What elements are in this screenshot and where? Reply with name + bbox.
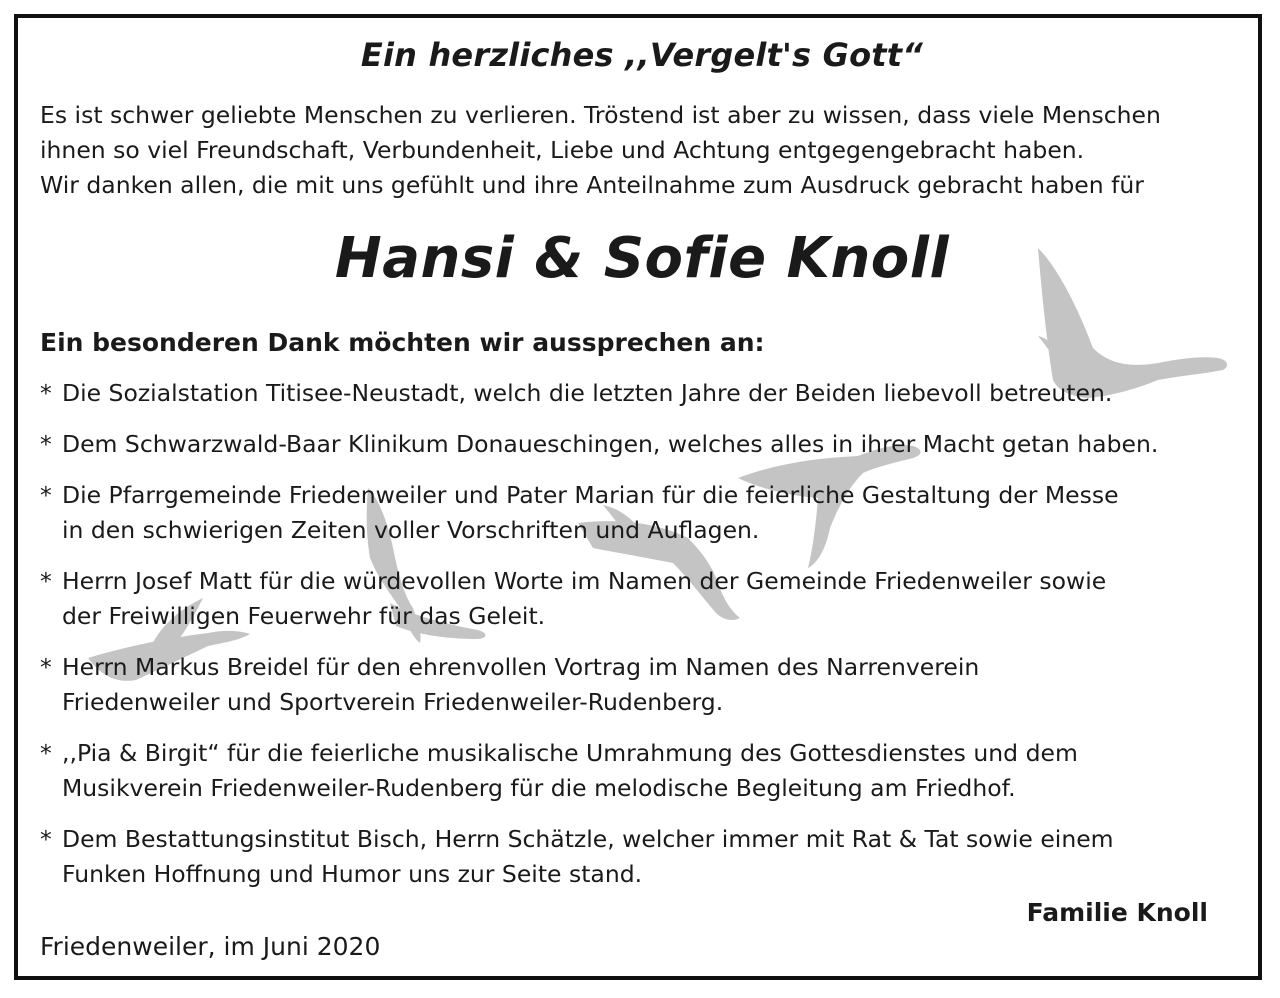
signature: Familie Knoll bbox=[1026, 898, 1208, 927]
thanks-list bbox=[40, 376, 1250, 908]
intro-line-3: Wir danken allen, die mit uns gefühlt und ihre Anteilnahme zum Ausdruck gebracht haben für bbox=[40, 171, 1144, 199]
thanks-item bbox=[40, 564, 1250, 634]
bullet-star: * bbox=[40, 653, 52, 681]
thanks-item bbox=[40, 650, 1250, 720]
thanks-item-text: Herrn Markus Breidel für den ehrenvollen Vortrag im Namen des Narrenverein Friedenweiler und Sportverein Friedenweiler-Rudenberg. bbox=[62, 653, 980, 716]
thanks-item-text: Die Sozialstation Titisee-Neustadt, welch die letzten Jahre der Beiden liebevoll betreuten. bbox=[62, 379, 1113, 407]
thanks-item-text: Herrn Josef Matt für die würdevollen Worte im Namen der Gemeinde Friedenweiler sowie der Freiwilligen Feuerwehr für das Geleit. bbox=[62, 567, 1107, 630]
bullet-star: * bbox=[40, 379, 52, 407]
thanks-item-text: ,,Pia & Birgit“ für die feierliche musikalische Umrahmung des Gottesdienstes und dem Musikverein Friedenweiler-Rudenberg für die melodische Begleitung am Friedhof. bbox=[62, 739, 1078, 802]
thanks-item bbox=[40, 427, 1250, 462]
intro-paragraph bbox=[40, 98, 1250, 203]
thanks-item bbox=[40, 822, 1250, 892]
thanks-item-text: Dem Bestattungsinstitut Bisch, Herrn Schätzle, welcher immer mit Rat & Tat sowie einem Funken Hoffnung und Humor uns zur Seite stand. bbox=[62, 825, 1114, 888]
thanks-item bbox=[40, 478, 1250, 548]
thanks-heading: Ein besonderen Dank möchten wir aussprechen an: bbox=[40, 328, 765, 357]
intro-line-2: ihnen so viel Freundschaft, Verbundenheit, Liebe und Achtung entgegengebracht haben. bbox=[40, 136, 1085, 164]
bullet-star: * bbox=[40, 430, 52, 458]
thanks-item-text: Dem Schwarzwald-Baar Klinikum Donaueschingen, welches alles in ihrer Macht getan haben. bbox=[62, 430, 1159, 458]
deceased-names: Hansi & Sofie Knoll bbox=[334, 226, 950, 291]
place-date: Friedenweiler, im Juni 2020 bbox=[40, 932, 381, 961]
thanks-item-text: Die Pfarrgemeinde Friedenweiler und Pater Marian für die feierliche Gestaltung der Messe in den schwierigen Zeiten voller Vorschriften und Auflagen. bbox=[62, 481, 1119, 544]
bullet-star: * bbox=[40, 567, 52, 595]
thanks-item bbox=[40, 376, 1250, 411]
notice-title: Ein herzliches ,,Vergelt's Gott“ bbox=[360, 36, 924, 74]
intro-line-1: Es ist schwer geliebte Menschen zu verlieren. Tröstend ist aber zu wissen, dass viele Menschen bbox=[40, 101, 1161, 129]
bullet-star: * bbox=[40, 739, 52, 767]
notice-content bbox=[18, 18, 1262, 980]
thanks-item bbox=[40, 736, 1250, 806]
notice-frame bbox=[14, 14, 1262, 980]
bullet-star: * bbox=[40, 481, 52, 509]
bullet-star: * bbox=[40, 825, 52, 853]
